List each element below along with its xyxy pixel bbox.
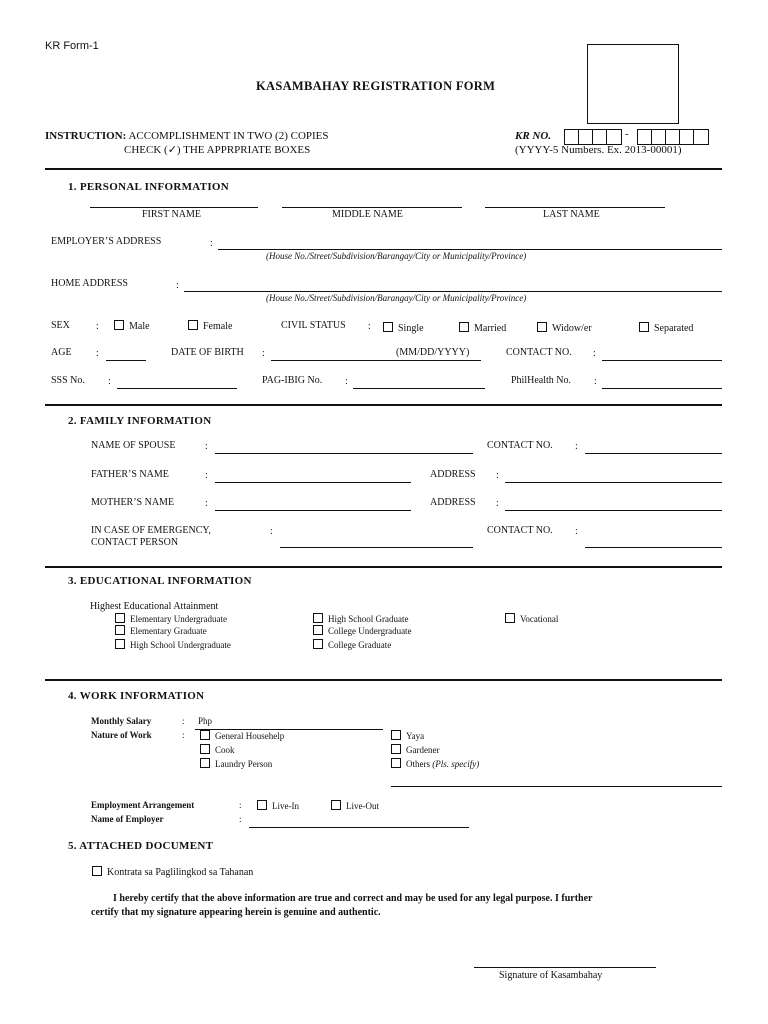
checkbox-icon: [114, 320, 124, 330]
employment-arrangement-label: Employment Arrangement: [91, 800, 195, 810]
mother-address-field[interactable]: [505, 510, 722, 511]
instruction-text: ACCOMPLISHMENT IN TWO (2) COPIES: [128, 130, 329, 142]
first-name-label: FIRST NAME: [142, 209, 201, 220]
emergency-contact-label: CONTACT NO.: [487, 525, 553, 536]
kontrata-checkbox[interactable]: Kontrata sa Paglilingkod sa Tahanan: [92, 866, 253, 878]
dob-format: (MM/DD/YYYY): [396, 347, 470, 358]
separated-checkbox[interactable]: Separated: [639, 322, 693, 334]
college-grad-checkbox[interactable]: College Graduate: [313, 639, 391, 650]
father-address-label: ADDRESS: [430, 469, 476, 480]
others-specify-field[interactable]: [391, 786, 722, 787]
instruction-label: INSTRUCTION:: [45, 130, 127, 142]
divider: [45, 679, 722, 681]
single-checkbox[interactable]: Single: [383, 322, 424, 334]
spouse-contact-label: CONTACT NO.: [487, 440, 553, 451]
emergency-contact-person-field[interactable]: [280, 547, 473, 548]
age-label: AGE: [51, 347, 72, 358]
sex-label: SEX: [51, 320, 70, 331]
home-address-field[interactable]: [184, 291, 722, 292]
philhealth-field[interactable]: [602, 388, 722, 389]
yaya-checkbox[interactable]: Yaya: [391, 730, 424, 741]
checkbox-icon: [459, 322, 469, 332]
sss-field[interactable]: [117, 388, 237, 389]
contact-no-field[interactable]: [602, 360, 722, 361]
monthly-salary-label: Monthly Salary: [91, 716, 152, 726]
vocational-checkbox[interactable]: Vocational: [505, 613, 558, 624]
attainment-label: Highest Educational Attainment: [90, 601, 219, 612]
checkbox-icon: [115, 639, 125, 649]
pagibig-label: PAG-IBIG No.: [262, 375, 323, 386]
employer-address-field[interactable]: [218, 249, 722, 250]
live-out-checkbox[interactable]: Live-Out: [331, 800, 379, 811]
emergency-label-1: IN CASE OF EMERGENCY,: [91, 525, 211, 536]
checkbox-icon: [505, 613, 515, 623]
age-field[interactable]: [106, 360, 146, 361]
family-heading: 2. FAMILY INFORMATION: [68, 415, 212, 427]
form-title: KASAMBAHAY REGISTRATION FORM: [256, 79, 496, 93]
dob-field[interactable]: [271, 360, 481, 361]
form-code: KR Form-1: [45, 40, 99, 52]
nature-of-work-label: Nature of Work: [91, 730, 152, 740]
cook-checkbox[interactable]: Cook: [200, 744, 235, 755]
college-undergrad-checkbox[interactable]: College Undergraduate: [313, 625, 412, 636]
contact-no-label: CONTACT NO.: [506, 347, 572, 358]
divider: [45, 566, 722, 568]
php-label: Php: [198, 716, 213, 726]
laundry-person-checkbox[interactable]: Laundry Person: [200, 758, 272, 769]
home-address-label: HOME ADDRESS: [51, 278, 128, 289]
hs-grad-checkbox[interactable]: High School Graduate: [313, 613, 408, 624]
kr-no-format: (YYYY-5 Numbers. Ex. 2013-00001): [515, 144, 682, 156]
sss-label: SSS No.: [51, 375, 85, 386]
personal-heading: 1. PERSONAL INFORMATION: [68, 181, 230, 193]
kr-no-number-boxes[interactable]: [637, 129, 709, 145]
certify-line-1: I hereby certify that the above information are true and correct and may be used for any legal purpose. I further: [113, 893, 593, 904]
spouse-label: NAME OF SPOUSE: [91, 440, 176, 451]
checkbox-icon: [115, 613, 125, 623]
checkbox-icon: [639, 322, 649, 332]
checkbox-icon: [313, 639, 323, 649]
spouse-field[interactable]: [215, 453, 473, 454]
father-label: FATHER’S NAME: [91, 469, 169, 480]
checkbox-icon: [200, 744, 210, 754]
signature-field[interactable]: [474, 967, 656, 968]
male-checkbox[interactable]: Male: [114, 320, 150, 332]
middle-name-field[interactable]: [282, 207, 462, 208]
checkbox-icon: [331, 800, 341, 810]
checkbox-icon: [200, 730, 210, 740]
others-checkbox[interactable]: Others (Pls. specify): [391, 758, 479, 769]
instruction-check: CHECK (✓) THE APPRPRIATE BOXES: [124, 144, 311, 156]
father-field[interactable]: [215, 482, 411, 483]
mother-label: MOTHER’S NAME: [91, 497, 175, 508]
checkbox-icon: [391, 730, 401, 740]
first-name-field[interactable]: [90, 207, 258, 208]
checkbox-icon: [391, 744, 401, 754]
education-heading: 3. EDUCATIONAL INFORMATION: [68, 575, 252, 587]
photo-box: [587, 44, 679, 124]
checkbox-icon: [383, 322, 393, 332]
checkbox-icon: [391, 758, 401, 768]
emergency-contact-field[interactable]: [585, 547, 722, 548]
mother-field[interactable]: [215, 510, 411, 511]
certify-line-2: certify that my signature appearing herein is genuine and authentic.: [91, 907, 381, 918]
general-househelp-checkbox[interactable]: General Househelp: [200, 730, 284, 741]
signature-label: Signature of Kasambahay: [499, 970, 603, 981]
employer-address-hint: (House No./Street/Subdivision/Barangay/City or Municipality/Province): [266, 251, 527, 261]
spouse-contact-field[interactable]: [585, 453, 722, 454]
last-name-label: LAST NAME: [543, 209, 600, 220]
checkbox-icon: [537, 322, 547, 332]
married-checkbox[interactable]: Married: [459, 322, 506, 334]
gardener-checkbox[interactable]: Gardener: [391, 744, 439, 755]
widow-checkbox[interactable]: Widow/er: [537, 322, 592, 334]
kr-no-label: KR NO.: [515, 130, 552, 142]
checkbox-icon: [200, 758, 210, 768]
civil-status-label: CIVIL STATUS: [281, 320, 346, 331]
elem-grad-checkbox[interactable]: Elementary Graduate: [115, 625, 207, 636]
live-in-checkbox[interactable]: Live-In: [257, 800, 299, 811]
divider: [45, 404, 722, 406]
employer-address-label: EMPLOYER’S ADDRESS: [51, 236, 162, 247]
kr-no-dash: -: [625, 128, 629, 140]
instruction-line: [45, 130, 329, 142]
pagibig-field[interactable]: [353, 388, 485, 389]
hs-undergrad-checkbox[interactable]: High School Undergraduate: [115, 639, 231, 650]
emergency-label-2: CONTACT PERSON: [91, 537, 179, 548]
work-heading: 4. WORK INFORMATION: [68, 690, 205, 702]
name-of-employer-field[interactable]: [249, 827, 469, 828]
checkbox-icon: [115, 625, 125, 635]
checkbox-icon: [188, 320, 198, 330]
dob-label: DATE OF BIRTH: [171, 347, 244, 358]
philhealth-label: PhilHealth No.: [511, 375, 571, 386]
female-checkbox[interactable]: Female: [188, 320, 232, 332]
elem-undergrad-checkbox[interactable]: Elementary Undergraduate: [115, 613, 227, 624]
mother-address-label: ADDRESS: [430, 497, 476, 508]
last-name-field[interactable]: [485, 207, 665, 208]
checkbox-icon: [313, 625, 323, 635]
checkbox-icon: [257, 800, 267, 810]
checkbox-icon: [313, 613, 323, 623]
checkbox-icon: [92, 866, 102, 876]
middle-name-label: MIDDLE NAME: [332, 209, 403, 220]
divider: [45, 168, 722, 170]
father-address-field[interactable]: [505, 482, 722, 483]
attached-heading: 5. ATTACHED DOCUMENT: [68, 840, 214, 852]
home-address-hint: (House No./Street/Subdivision/Barangay/City or Municipality/Province): [266, 293, 527, 303]
name-of-employer-label: Name of Employer: [91, 814, 164, 824]
